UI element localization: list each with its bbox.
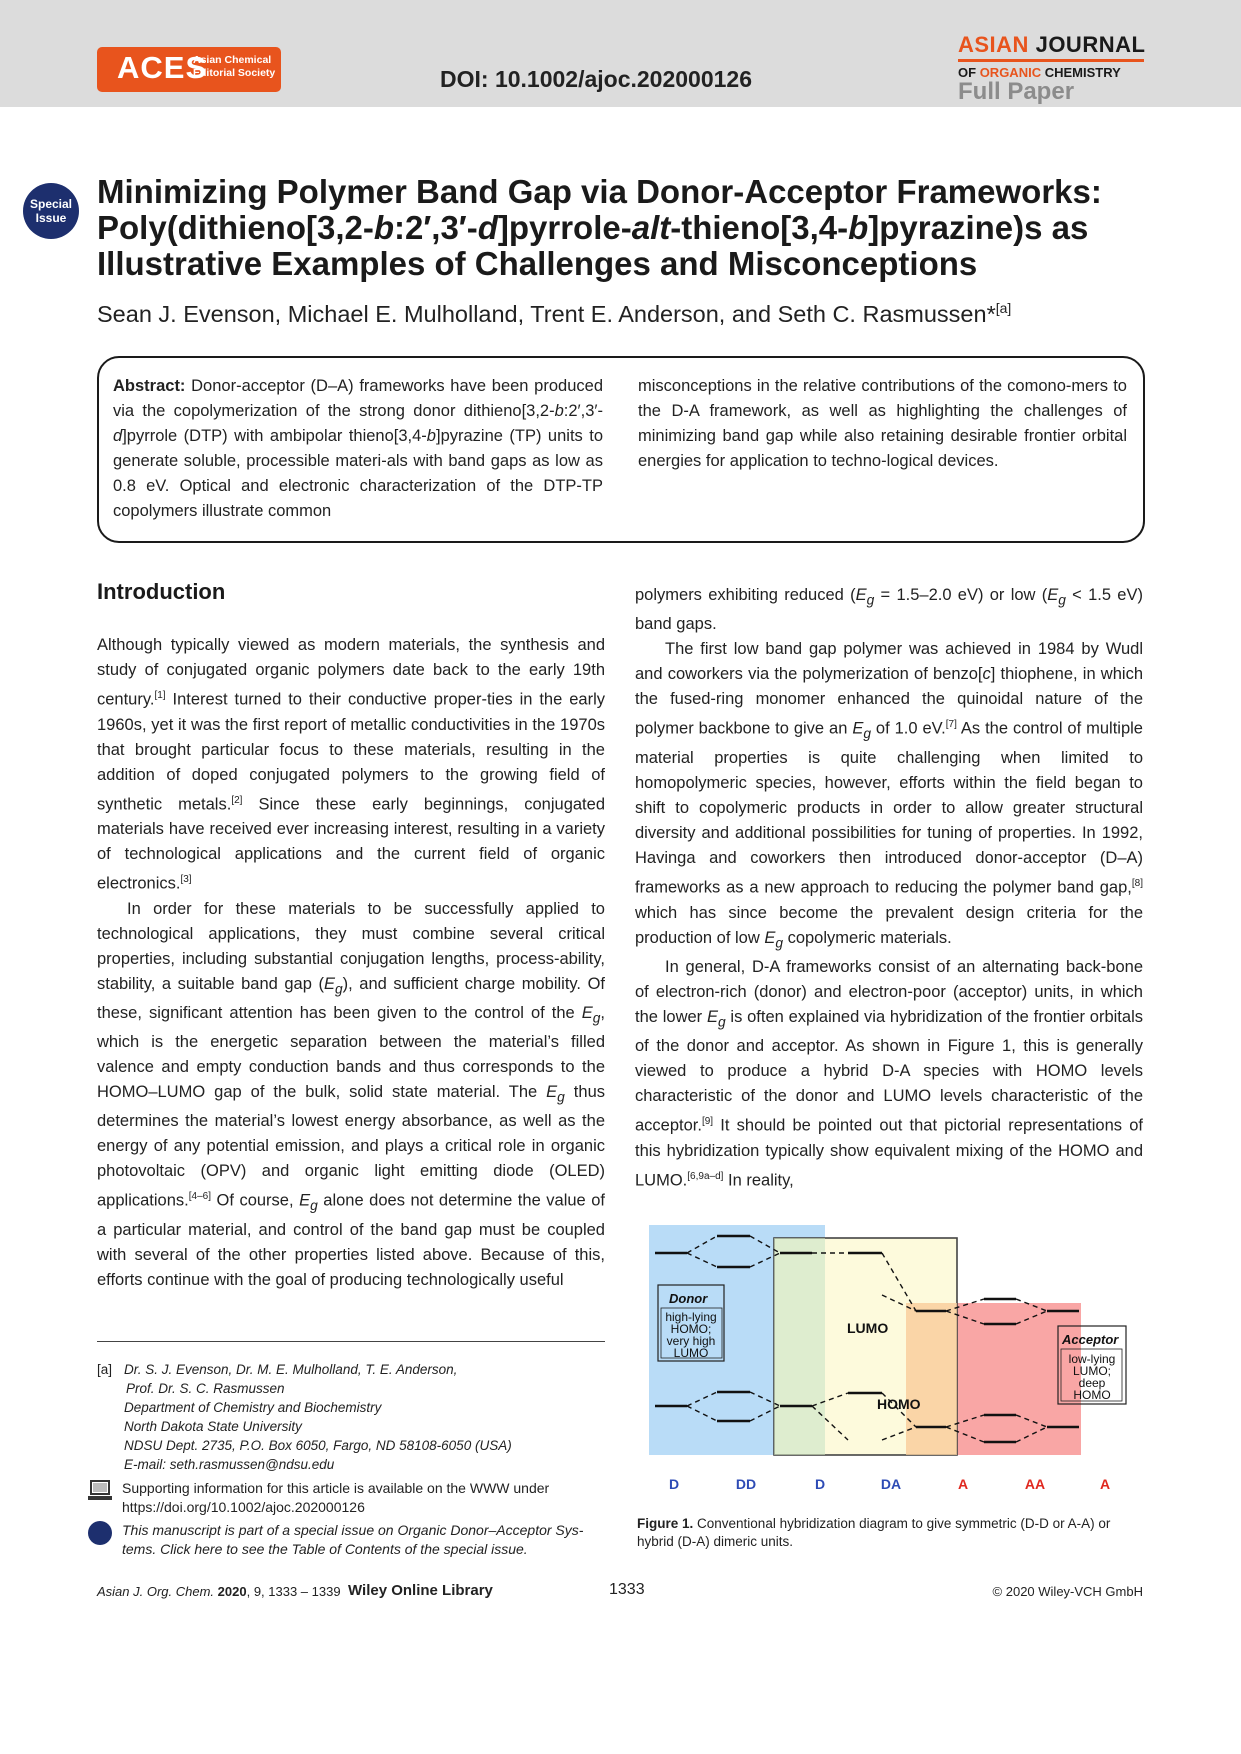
article-type: Full Paper [958, 78, 1075, 105]
citation-link[interactable]: [7] [945, 719, 957, 731]
abstract-label: Abstract: [113, 377, 186, 395]
unit-label-a: A [957, 1476, 969, 1492]
footer-citation: Asian J. Org. Chem. 2020, 9, 1333 – 1339 [97, 1584, 341, 1599]
journal-logo-rule [958, 59, 1144, 62]
citation-link[interactable]: [6,9a–d] [687, 1170, 724, 1182]
supporting-info-note[interactable]: Supporting information for this article is available on the WWW under https://doi.org/10.1002/ajoc.202000126 [88, 1479, 608, 1517]
computer-icon [88, 1480, 112, 1502]
email-link[interactable]: E-mail: seth.rasmussen@ndsu.edu [124, 1457, 335, 1472]
citation-link[interactable]: [2] [231, 794, 243, 806]
journal-logo [958, 32, 1148, 104]
donor-desc-4: LUMO [673, 1346, 709, 1360]
wiley-online-library-link[interactable]: Wiley Online Library [348, 1582, 493, 1599]
page-number: 1333 [609, 1581, 645, 1598]
acceptor-desc-2: LUMO; [1072, 1364, 1112, 1378]
citation-link[interactable]: [9] [701, 1116, 714, 1128]
donor-desc-3: very high [666, 1334, 716, 1348]
donor-hybrid-overlap [774, 1238, 825, 1455]
aces-small-1: Asian Chemical [193, 54, 272, 66]
special-issue-note[interactable]: This manuscript is part of a special issue on Organic Donor–Acceptor Sys-tems. Click here to see the Table of Contents of the special issue. [88, 1521, 608, 1559]
badge-line-1: Special [29, 197, 73, 211]
journal-word-asian: ASIAN [958, 32, 1029, 57]
aces-logo-text: ACES [117, 50, 208, 85]
unit-label-dd: DD [735, 1476, 757, 1492]
citation-link[interactable]: [4–6] [188, 1191, 211, 1203]
footnote-rule [97, 1341, 605, 1342]
aces-logo [97, 47, 281, 92]
journal-word-chemistry: CHEMISTRY [1044, 65, 1121, 80]
unit-label-aa: AA [1024, 1476, 1046, 1492]
figure-1-caption: Figure 1. Conventional hybridization diagram to give symmetric (D-D or A-A) or hybrid (D-A) dimeric units. [637, 1516, 1111, 1549]
unit-label-da: DA [880, 1476, 902, 1492]
abstract-right-column: misconceptions in the relative contributions of the comono-mers to the D-A framework, as well as highlighting the challenges of minimizing band gap while also retaining desirable frontier orbital energies for application to techno-logical devices. [638, 377, 1127, 470]
abstract-left-column: Abstract: Donor-acceptor (D–A) frameworks have been produced via the copolymerization of the strong donor dithieno[3,2-b:2′,3′-d]pyrrole (DTP) with ambipolar thieno[3,4-b]pyrazine (TP) units to generate soluble, processible materi-als with band gaps as low as 0.8 eV. Optical and electronic characterization of the DTP-TP copolymers illustrate common [113, 377, 603, 520]
citation-link[interactable]: [1] [154, 690, 166, 701]
unit-label-a: A [1099, 1476, 1111, 1492]
special-issue-badge[interactable] [23, 183, 79, 239]
doi-link[interactable]: DOI: 10.1002/ajoc.202000126 [440, 66, 753, 92]
affiliation-footnote: [a] Dr. S. J. Evenson, Dr. M. E. Mulholland, T. E. Anderson, Prof. Dr. S. C. Rasmussen Department of Chemistry and Biochemistry North Dakota State University NDSU Dept. 2735, P.O. Box 6050, Fargo, ND 58108-6050 (USA) E-mail: seth.rasmussen@ndsu.edu [97, 1360, 605, 1474]
special-issue-icon [88, 1521, 112, 1545]
section-heading-introduction: Introduction [97, 579, 226, 604]
acceptor-hybrid-overlap [906, 1303, 957, 1455]
acceptor-desc-3: deep [1078, 1376, 1106, 1390]
figure-caption-label: Figure 1. [637, 1516, 694, 1531]
paragraph-1: Although typically viewed as modern materials, the synthesis and study of conjugated organic polymers date back to the early 19th century.[1] Interest turned to their conductive proper-ties in the early 1960s, yet it was the first report of metallic conductivities in the 1970s that brought particular focus to these materials, resulting in the addition of doped conjugated polymers to the growing field of synthetic metals.[2] Since these early beginnings, conjugated materials have received ever increasing interest, resulting in a variety of technological applications and the current field of organic electronics.[3] [97, 636, 605, 893]
figure-1-hybridization-diagram [649, 1225, 1134, 1505]
acceptor-desc-1: low-lying [1068, 1352, 1116, 1366]
citation-link[interactable]: [8] [1131, 878, 1143, 890]
acceptor-desc-4: HOMO [1073, 1388, 1111, 1402]
journal-word-journal: JOURNAL [1035, 32, 1146, 57]
paragraph-continued: polymers exhibiting reduced ($E_g = 1.5-2.0$ eV) or low ($E_g < 1.5$ eV) band gaps. [635, 586, 1143, 634]
acceptor-title: Acceptor [1062, 1332, 1119, 1347]
footnote-label: [a] [97, 1362, 113, 1377]
donor-desc-1: high-lying [665, 1310, 717, 1324]
aces-logo-subtext [193, 54, 275, 80]
journal-word-organic: ORGANIC [979, 65, 1042, 80]
lumo-label: LUMO [847, 1320, 889, 1336]
body-column-right [635, 583, 1143, 1193]
affiliation-marker: [a] [995, 300, 1012, 316]
body-column-left [97, 633, 605, 1293]
author-list: Sean J. Evenson, Michael E. Mulholland, Trent E. Anderson, and Seth C. Rasmussen*[a] [97, 300, 1012, 327]
article-title: Minimizing Polymer Band Gap via Donor-Acceptor Frameworks: Poly(dithieno[3,2-b:2′,3′-d]pyrrole-alt-thieno[3,4-b]pyrazine)s as Illustrative Examples of Challenges and Misconceptions [97, 173, 1102, 282]
paragraph-3: The first low band gap polymer was achieved in 1984 by Wudl and coworkers via the polymerization of benzo[c] thiophene, in which the fused-ring monomer enhanced the quinoidal nature of the polymer backbone to give an $E_g$ of 1.0 eV.[7] As the control of multiple material properties is quite challenging when limited to homopolymeric species, however, efforts within the field began to shift to copolymeric products in order to allow greater structural diversity and additional possibilities for tuning of properties. In 1992, Havinga and coworkers then introduced donor-acceptor (D–A) frameworks as a new approach to reducing the polymer band gap,[8] which has since become the prevalent design criteria for the production of low $E_g$ copolymeric materials. [635, 640, 1143, 950]
unit-label-d: D [814, 1476, 826, 1492]
journal-word-of: OF [958, 65, 977, 80]
donor-title: Donor [669, 1291, 708, 1306]
donor-desc-2: HOMO; [670, 1322, 712, 1336]
badge-line-2: Issue [35, 211, 67, 225]
paragraph-2: In order for these materials to be successfully applied to technological applications, they must combine several critical properties, including substantial conjugation lengths, process-ability, stability, a suitable band gap $(E_g)$, and sufficient charge mobility. Of these, significant attention has been given to the control of the $E_g$, which is the energetic separation between the material’s filled valence and empty conduction bands and thus corresponds to the HOMO–LUMO gap of the bulk, solid state material. The $E_g$ thus determines the material’s lowest energy absorbance, as well as the energy of any potential emission, and plays a critical role in organic photovoltaic (OPV) and organic light emitting diode (OLED) applications.[4–6] Of course, $E_g$ alone does not determine the value of a particular material, and control of the band gap must be coupled with several of the other properties listed above. Because of this, efforts continue with the goal of producing technologically useful [97, 899, 605, 1290]
homo-label: HOMO [877, 1396, 921, 1412]
paragraph-4: In general, D-A frameworks consist of an alternating back-bone of electron-rich (donor) and electron-poor (acceptor) units, in which the lower $E_g$ is often explained via hybridization of the frontier orbitals of the donor and acceptor. As shown in Figure 1, this is generally viewed to produce a hybrid D-A species with HOMO levels characteristic of the donor and LUMO levels characteristic of the acceptor.[9] It should be pointed out that pictorial representations of this hybridization typically show equivalent mixing of the HOMO and LUMO.[6,9a–d] In reality, [635, 957, 1143, 1190]
aces-small-2: Editorial Society [193, 67, 276, 79]
unit-label-d: D [668, 1476, 680, 1492]
copyright: © 2020 Wiley-VCH GmbH [992, 1584, 1143, 1599]
citation-link[interactable]: [3] [180, 874, 192, 885]
